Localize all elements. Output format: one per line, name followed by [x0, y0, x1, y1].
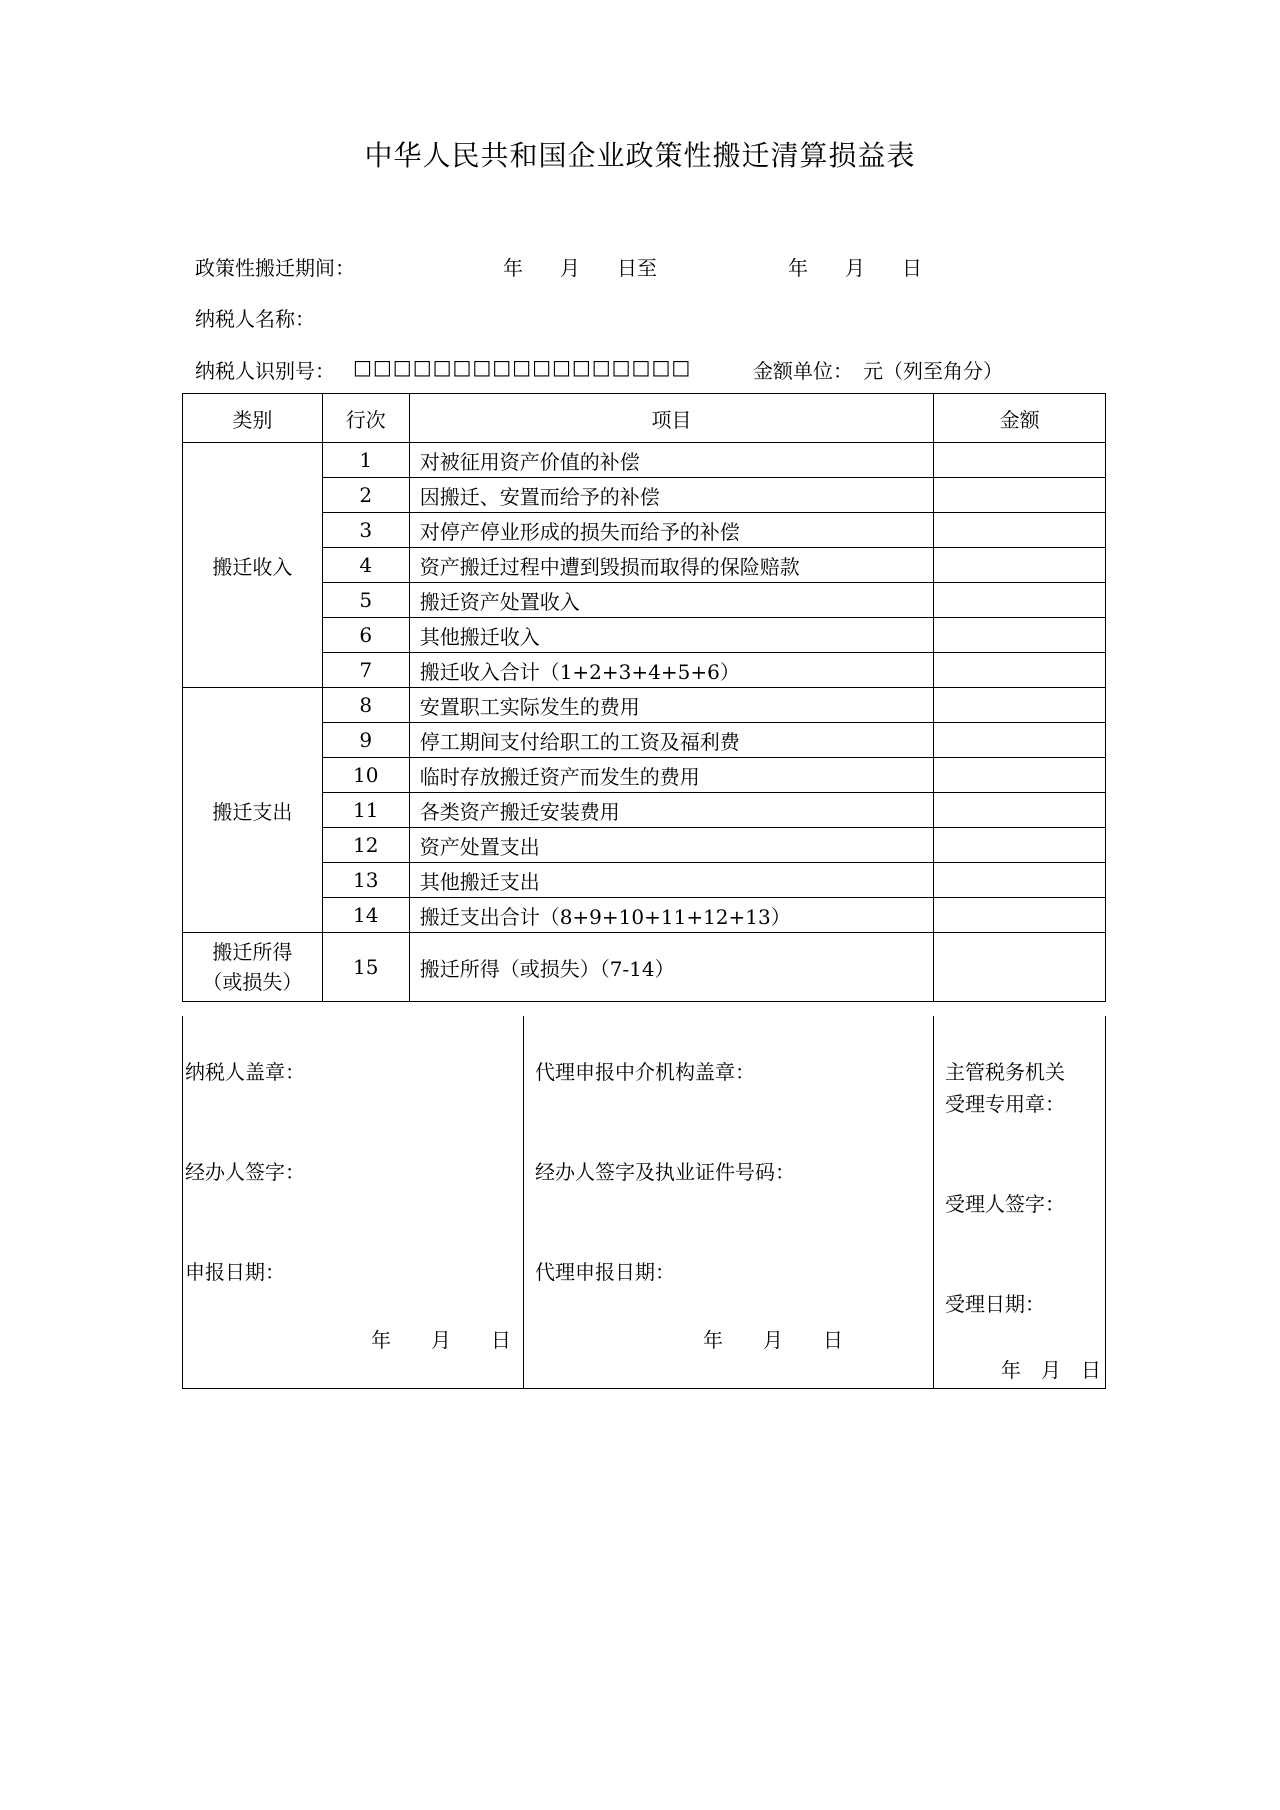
row-number: 10 — [322, 758, 409, 793]
signature-section — [182, 1016, 1106, 1389]
row-number: 12 — [322, 828, 409, 863]
amount-cell[interactable] — [934, 548, 1106, 583]
header-amount: 金额 — [934, 394, 1106, 443]
row-item: 搬迁所得（或损失）（7-14） — [409, 933, 934, 1002]
amount-cell[interactable] — [934, 933, 1106, 1002]
amount-cell[interactable] — [934, 653, 1106, 688]
period-end-year: 年 — [788, 256, 808, 280]
row-item: 临时存放搬迁资产而发生的费用 — [409, 758, 934, 793]
page-title: 中华人民共和国企业政策性搬迁清算损益表 — [364, 139, 916, 172]
row-number: 14 — [322, 898, 409, 933]
settlement-table — [182, 393, 1106, 1002]
row-number: 5 — [322, 583, 409, 618]
row-item: 其他搬迁支出 — [409, 863, 934, 898]
taxpayer-signature-column — [183, 1016, 524, 1388]
row-item: 安置职工实际发生的费用 — [409, 688, 934, 723]
amount-cell[interactable] — [934, 583, 1106, 618]
header-item: 项目 — [409, 394, 934, 443]
taxpayer-id-boxes: □□□□□□□□□□□□□□□□□ — [353, 355, 692, 379]
category-expense: 搬迁支出 — [183, 688, 323, 933]
period-end-day: 日 — [902, 256, 922, 280]
row-item: 因搬迁、安置而给予的补偿 — [409, 478, 934, 513]
period-start-year: 年 — [503, 256, 523, 280]
row-number: 2 — [322, 478, 409, 513]
row-number: 15 — [322, 933, 409, 1002]
amount-cell[interactable] — [934, 723, 1106, 758]
agent-handler-sign-label: 经办人签字及执业证件号码： — [535, 1160, 795, 1184]
tax-authority-line1: 主管税务机关 — [945, 1060, 1065, 1084]
amount-cell[interactable] — [934, 828, 1106, 863]
amount-cell[interactable] — [934, 863, 1106, 898]
receive-date-label: 受理日期： — [945, 1292, 1045, 1316]
amount-cell[interactable] — [934, 758, 1106, 793]
declare-date-ymd: 年 月 日 — [371, 1328, 511, 1352]
amount-cell[interactable] — [934, 898, 1106, 933]
period-start-day: 日至 — [617, 256, 657, 280]
taxpayer-id-label: 纳税人识别号： — [195, 359, 335, 383]
row-number: 6 — [322, 618, 409, 653]
category-gain — [183, 933, 323, 1002]
agent-date-ymd: 年 月 日 — [703, 1328, 843, 1352]
row-item: 停工期间支付给职工的工资及福利费 — [409, 723, 934, 758]
header-category: 类别 — [183, 394, 323, 443]
table-row — [183, 688, 1106, 723]
table-row — [183, 933, 1106, 1002]
category-gain-line2: （或损失） — [202, 970, 303, 994]
handler-sign-label: 经办人签字： — [185, 1160, 305, 1184]
agent-declare-date-label: 代理申报日期： — [535, 1260, 675, 1284]
agent-seal-label: 代理申报中介机构盖章： — [535, 1060, 755, 1084]
receiver-sign-label: 受理人签字： — [945, 1192, 1065, 1216]
period-start-month: 月 — [560, 256, 580, 280]
receive-date-ymd: 年 月 日 — [1001, 1358, 1101, 1382]
category-gain-line1: 搬迁所得 — [212, 940, 293, 964]
amount-cell[interactable] — [934, 688, 1106, 723]
row-number: 13 — [322, 863, 409, 898]
row-item: 资产搬迁过程中遭到毁损而取得的保险赔款 — [409, 548, 934, 583]
category-income: 搬迁收入 — [183, 443, 323, 688]
row-item: 搬迁收入合计（1+2+3+4+5+6） — [409, 653, 934, 688]
tax-authority-line2: 受理专用章： — [945, 1092, 1065, 1116]
row-number: 9 — [322, 723, 409, 758]
amount-cell[interactable] — [934, 793, 1106, 828]
row-number: 3 — [322, 513, 409, 548]
row-number: 1 — [322, 443, 409, 478]
tax-authority-column — [933, 1016, 1105, 1388]
amount-cell[interactable] — [934, 478, 1106, 513]
table-row — [183, 443, 1106, 478]
taxpayer-name-label: 纳税人名称： — [195, 307, 315, 331]
row-item: 各类资产搬迁安装费用 — [409, 793, 934, 828]
amount-cell[interactable] — [934, 513, 1106, 548]
row-number: 8 — [322, 688, 409, 723]
row-item: 资产处置支出 — [409, 828, 934, 863]
amount-cell[interactable] — [934, 443, 1106, 478]
taxpayer-seal-label: 纳税人盖章： — [185, 1060, 305, 1084]
amount-cell[interactable] — [934, 618, 1106, 653]
agent-signature-column — [523, 1016, 934, 1388]
table-header-row — [183, 394, 1106, 443]
row-item: 搬迁支出合计（8+9+10+11+12+13） — [409, 898, 934, 933]
amount-unit: 金额单位： 元（列至角分） — [753, 359, 1003, 383]
header-row-no: 行次 — [322, 394, 409, 443]
row-item: 搬迁资产处置收入 — [409, 583, 934, 618]
row-number: 7 — [322, 653, 409, 688]
row-item: 对被征用资产价值的补偿 — [409, 443, 934, 478]
period-label: 政策性搬迁期间： — [195, 256, 355, 280]
declare-date-label: 申报日期： — [185, 1260, 285, 1284]
row-item: 对停产停业形成的损失而给予的补偿 — [409, 513, 934, 548]
period-end-month: 月 — [845, 256, 865, 280]
row-number: 4 — [322, 548, 409, 583]
row-item: 其他搬迁收入 — [409, 618, 934, 653]
row-number: 11 — [322, 793, 409, 828]
